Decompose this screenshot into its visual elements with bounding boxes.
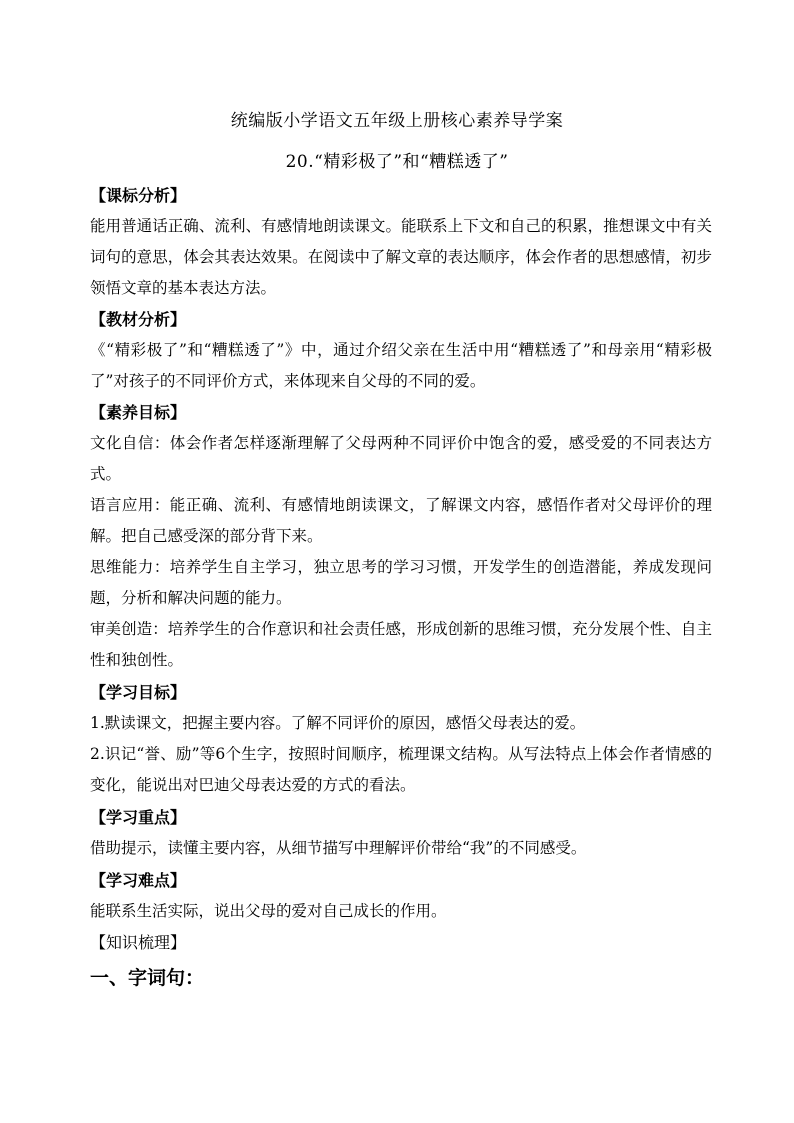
lesson-title: 20.“精彩极了”和“糟糕透了” (285, 152, 509, 172)
section-heading: 【素养目标】 (90, 403, 187, 422)
section-paragraph: 《“精彩极了”和“糟糕透了”》中，通过介绍父亲在生活中用“糟糕透了”和母亲用“精彩极了”对孩子的不同评价方式，来体现来自父母的不同的爱。 (90, 341, 712, 390)
section-paragraph: 能联系生活实际，说出父母的爱对自己成长的作用。 (90, 902, 447, 920)
section-heading: 【学习难点】 (90, 871, 187, 890)
section-paragraph: 2.识记“誉、励”等6个生字，按照时间顺序，梳理课文结构。从写法特点上体会作者情感的变化，能说出对巴迪父母表达爱的方式的看法。 (90, 745, 712, 794)
section-difficulties (90, 866, 712, 927)
part-one-title: 一、字词句： (90, 967, 205, 989)
section-paragraph: 借助提示，读懂主要内容，从细节描写中理解评价带给“我”的不同感受。 (90, 839, 587, 857)
section-heading: 【教材分析】 (90, 310, 187, 329)
section-heading: 【知识梳理】 (90, 933, 187, 952)
section-paragraph: 1.默读课文，把握主要内容。了解不同评价的原因，感悟父母表达的爱。 (90, 714, 586, 732)
section-heading: 【课标分析】 (90, 186, 187, 205)
section-paragraph: 能用普通话正确、流利、有感情地朗读课文。能联系上下文和自己的积累，推想课文中有关词句的意思，体会其表达效果。在阅读中了解文章的表达顺序，体会作者的思想感情，初步领悟文章的基本表达方法。 (90, 217, 712, 297)
section-textbook-analysis (90, 305, 712, 397)
section-paragraph: 审美创造：培养学生的合作意识和社会责任感，形成创新的思维习惯，充分发展个性、自主性和独创性。 (90, 620, 712, 669)
document-title: 统编版小学语文五年级上册核心素养导学案 (230, 111, 564, 131)
section-curriculum-analysis (90, 181, 712, 304)
section-heading: 【学习目标】 (90, 683, 187, 702)
section-paragraph: 语言应用：能正确、流利、有感情地朗读课文，了解课文内容，感悟作者对父母评价的理解。把自己感受深的部分背下来。 (90, 496, 712, 545)
section-learning-goals (90, 678, 712, 801)
section-paragraph: 思维能力：培养学生自主学习，独立思考的学习习惯，开发学生的创造潜能，养成发现问题，分析和解决问题的能力。 (90, 558, 712, 607)
section-paragraph: 文化自信：体会作者怎样逐渐理解了父母两种不同评价中饱含的爱，感受爱的不同表达方式。 (90, 434, 712, 483)
section-knowledge-review (90, 928, 712, 958)
section-literacy-goals (90, 398, 712, 676)
section-heading: 【学习重点】 (90, 808, 187, 827)
section-key-points (90, 803, 712, 864)
